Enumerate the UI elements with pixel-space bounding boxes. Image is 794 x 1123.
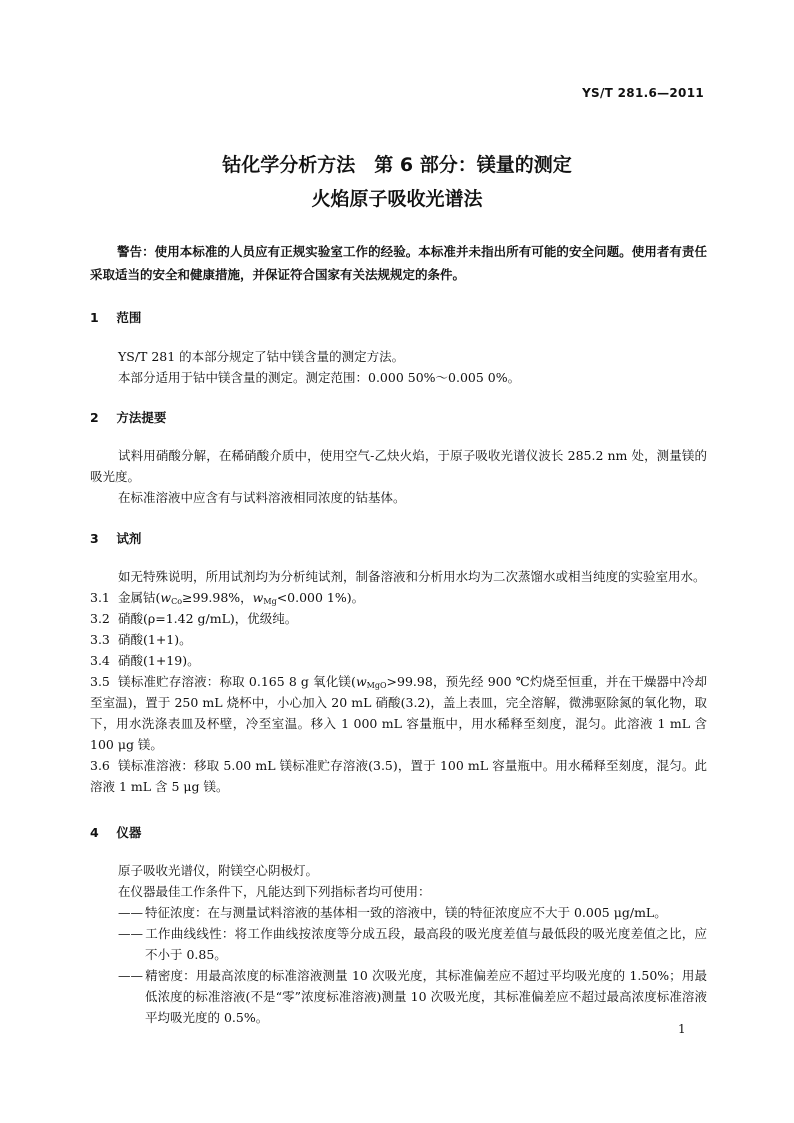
criterion-text: 特征浓度：在与测量试料溶液的基体相一致的溶液中，镁的特征浓度应不大于 0.005 μg/mL。 — [145, 905, 667, 920]
reagent-text: 镁标准溶液：移取 5.00 mL 镁标准贮存溶液(3.5)，置于 100 mL 容量瓶中。用水稀释至刻度，混匀。此溶液 1 mL 含 5 μg 镁。 — [90, 758, 707, 794]
reagent-number: 3.2 — [90, 611, 110, 626]
reagent-text: >99.98，预先经 900 ℃灼烧至恒重，并在干燥器中冷却至室温)，置于 250 mL 烧杯中，小心加入 20 mL 硝酸(3.2)，盖上表皿，完全溶解，微沸驱除氮的氧化物，取下，用水洗涤表皿及杯壁，冷至室温。移入 1 000 mL 容量瓶中，用水稀释至刻度，混匀。此溶液 1 mL 含 100 μg 镁。 — [90, 674, 707, 752]
section-2-paragraph-1: 试料用硝酸分解，在稀硝酸介质中，使用空气-乙炔火焰，于原子吸收光谱仪波长 285.2 nm 处，测量镁的吸光度。 — [90, 448, 707, 484]
section-4-heading — [90, 823, 141, 841]
section-1-heading — [90, 308, 141, 326]
section-3-heading — [90, 529, 141, 547]
subscript: Co — [171, 597, 183, 606]
section-4-paragraph-1: 原子吸收光谱仪，附镁空心阴极灯。 — [118, 863, 319, 878]
dash-marker: —— — [118, 926, 143, 941]
mass-fraction-symbol: w — [252, 590, 264, 605]
section-3-body — [90, 566, 707, 797]
criterion-precision — [90, 965, 707, 1028]
dash-marker: —— — [118, 968, 143, 983]
reagent-text: 镁标准贮存溶液：称取 0.165 8 g 氧化镁( — [118, 674, 356, 689]
reagent-text: <0.000 1%)。 — [276, 590, 365, 605]
page-number: 1 — [678, 1022, 686, 1036]
subscript: Mg — [263, 597, 277, 606]
dash-marker: —— — [118, 905, 143, 920]
section-3-number: 3 — [90, 531, 99, 546]
criterion-text: 精密度：用最高浓度的标准溶液测量 10 次吸光度，其标准偏差应不超过平均吸光度的 1.50%；用最低浓度的标准溶液(不是“零”浓度标准溶液)测量 10 次吸光度，其标准偏差应不超过最高浓度标准溶液平均吸光度的 0.5%。 — [145, 968, 707, 1025]
reagent-number: 3.6 — [90, 758, 110, 773]
section-1-paragraph-1: YS/T 281 的本部分规定了钴中镁含量的测定方法。 — [118, 349, 405, 364]
reagent-3-1 — [90, 587, 707, 608]
reagent-text: 硝酸(1+1)。 — [118, 632, 192, 647]
document-title-line1: 钴化学分析方法 第 6 部分：镁量的测定 — [222, 154, 572, 176]
criterion-linearity — [90, 923, 707, 965]
section-2-number: 2 — [90, 410, 99, 425]
section-1-title: 范围 — [116, 310, 142, 325]
subscript: MgO — [366, 681, 387, 690]
section-1-number: 1 — [90, 310, 99, 325]
section-2-heading — [90, 408, 166, 426]
section-2-title: 方法提要 — [116, 410, 167, 425]
reagent-3-6 — [90, 755, 707, 797]
section-2-body — [90, 445, 707, 508]
section-4-title: 仪器 — [116, 825, 142, 840]
reagent-3-2 — [90, 608, 707, 629]
criterion-text: 工作曲线线性：将工作曲线按浓度等分成五段，最高段的吸光度差值与最低段的吸光度差值之比，应不小于 0.85。 — [145, 926, 707, 962]
section-1-body — [90, 346, 707, 388]
reagent-text: 金属钴( — [118, 590, 161, 605]
reagent-3-5 — [90, 671, 707, 755]
reagent-number: 3.4 — [90, 653, 110, 668]
reagent-number: 3.1 — [90, 590, 110, 605]
mass-fraction-symbol: w — [355, 674, 367, 689]
reagent-3-3 — [90, 629, 707, 650]
reagent-number: 3.3 — [90, 632, 110, 647]
warning-paragraph: 警告：使用本标准的人员应有正规实验室工作的经验。本标准并未指出所有可能的安全问题。使用者有责任采取适当的安全和健康措施，并保证符合国家有关法规规定的条件。 — [90, 244, 707, 282]
criterion-characteristic-concentration — [90, 902, 707, 923]
reagent-text: 硝酸(ρ=1.42 g/mL)，优级纯。 — [118, 611, 298, 626]
section-2-paragraph-2: 在标准溶液中应含有与试料溶液相同浓度的钴基体。 — [118, 490, 406, 505]
section-1-paragraph-2: 本部分适用于钴中镁含量的测定。测定范围：0.000 50%～0.005 0%。 — [118, 370, 521, 385]
section-4-body — [90, 860, 707, 1028]
reagent-3-4 — [90, 650, 707, 671]
section-3-title: 试剂 — [116, 531, 142, 546]
section-4-number: 4 — [90, 825, 99, 840]
reagent-text: 硝酸(1+19)。 — [118, 653, 200, 668]
section-3-intro: 如无特殊说明，所用试剂均为分析纯试剂，制备溶液和分析用水均为二次蒸馏水或相当纯度的实验室用水。 — [118, 569, 706, 584]
section-4-paragraph-2: 在仪器最佳工作条件下，凡能达到下列指标者均可使用： — [118, 884, 431, 899]
standard-code: YS/T 281.6—2011 — [582, 86, 704, 100]
document-title-line2: 火焰原子吸收光谱法 — [311, 188, 483, 210]
mass-fraction-symbol: w — [160, 590, 172, 605]
reagent-text: ≥99.98%， — [182, 590, 253, 605]
reagent-number: 3.5 — [90, 674, 110, 689]
